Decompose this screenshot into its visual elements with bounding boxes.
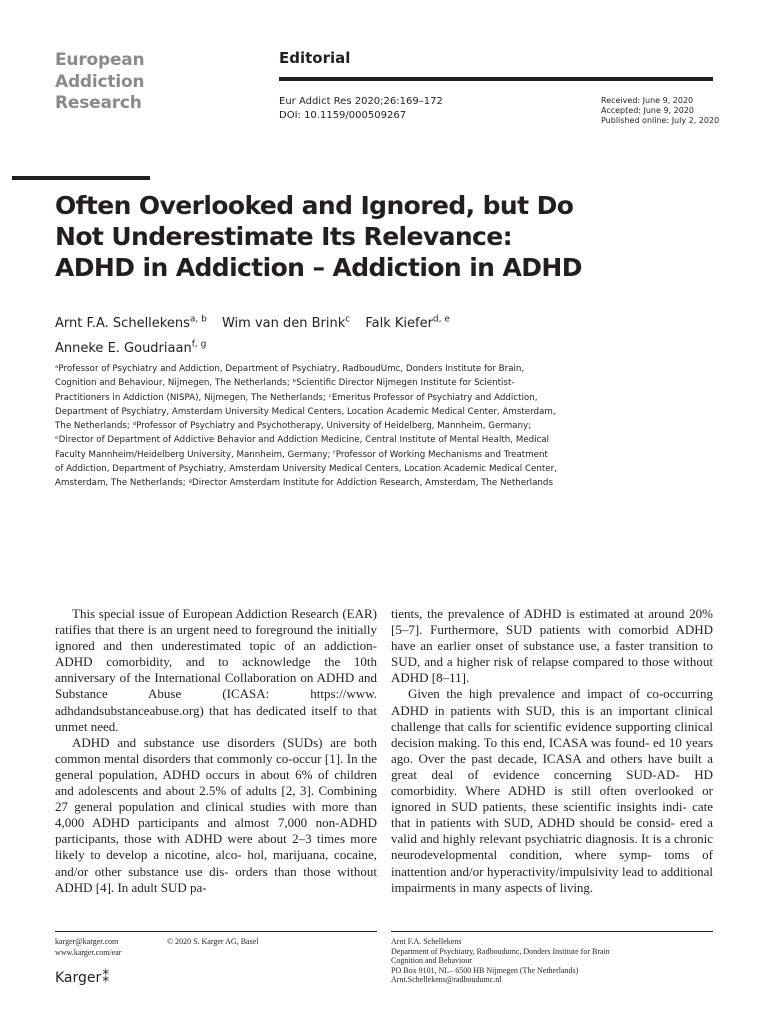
publisher-logo — [55, 970, 109, 986]
correspondence-line: Cognition and Behaviour — [391, 956, 472, 966]
footer-divider — [391, 931, 713, 932]
publisher-mark-icon: ⁑ — [102, 970, 110, 986]
publisher-website[interactable]: www.karger.com/ear — [55, 947, 122, 957]
publisher-email[interactable]: karger@karger.com — [55, 937, 119, 946]
doi[interactable]: DOI: 10.1159/000509267 — [279, 110, 407, 121]
affiliation-line: ᵉDirector of Department of Addictive Behavior and Addiction Medicine, Central Institute of Mental Health, Medical — [55, 435, 550, 446]
body-paragraph: ADHD and substance use disorders (SUDs) are both common mental disorders that commonly co-occur [1]. In the general population, ADHD occurs in about 6% of children and adolescents and about 2.5% of adults [2, 3]. Combining 27 general population and clinical studies with more than 4,000 ADHD participants and almost 7,000 non-ADHD participants, those with ADHD were about 2–3 times more likely to develop a nicotine, alco- hol, marijuana, cocaine, and/or other substance use dis- orders than those without ADHD [4]. In adult SUD pa- — [55, 734, 377, 895]
author[interactable]: Anneke E. Goudriaan$^{f, g}$ — [55, 339, 207, 356]
date-received: Received: June 9, 2020 — [601, 96, 694, 105]
article-dates — [601, 96, 719, 126]
affiliation-line: Practitioners in Addiction (NISPA), Nijmegen, The Netherlands; ᶜEmeritus Professor of Psychiatry and Addiction, — [55, 392, 538, 403]
journal-logo — [55, 50, 144, 115]
affiliation-line: Cognition and Behaviour, Nijmegen, The Netherlands; ᵇScientific Director Nijmegen Institute for Scientist- — [55, 378, 515, 389]
author[interactable]: Falk Kiefer$^{d, e}$ — [365, 315, 450, 332]
body-paragraph: Given the high prevalence and impact of co-occurring ADHD in patients with SUD, this is an important clinical challenge that calls for scientific evidence supporting clinical decision making. To this end, ICASA was found- ed 10 years ago. Over the past decade, ICASA and others have built a great deal of evidence concerning SUD-AD- HD comorbidity. Where ADHD is still often overlooked or ignored in SUD patients, these scientific insights indi- cate that in patients with SUD, ADHD should be consid- ered a valid and highly relevant psychiatric diagnosis. It is a chronic neurodevelopmental condition, where symp- toms of inattention and/or hyperactivity/impulsivity lead to additional impairments in many aspects of living. — [391, 686, 713, 895]
correspondence-email[interactable]: Arnt.Schellekens@radboudumc.nl — [391, 975, 502, 985]
body-paragraph: This special issue of European Addiction Research (EAR) ratifies that there is an urgent need to foreground the initially ignored and then underestimated topic of an addiction-ADHD comorbidity, and to acknowledge the 10th anniversary of the International Collaboration on ADHD and Substance Abuse (ICASA: https://www. adhdandsubstanceabuse.org) that has dedicated itself to that unmet need. — [55, 606, 377, 734]
author[interactable]: Arnt F.A. Schellekens$^{a, b}$ — [55, 315, 207, 332]
affiliation-line: The Netherlands; ᵈProfessor of Psychiatry and Psychotherapy, University of Heidelberg, Mannheim, Germany; — [55, 421, 532, 432]
header-divider — [279, 77, 713, 81]
publisher-name: Karger — [55, 970, 102, 986]
affiliations — [55, 362, 615, 491]
title-line: Often Overlooked and Ignored, but Do — [55, 191, 574, 220]
affiliation-line: Department of Psychiatry, Amsterdam University Medical Centers, Location Academic Medical Center, Amsterdam, — [55, 406, 556, 417]
affiliation-line: Faculty Mannheim/Heidelberg University, Mannheim, Germany; ᶠProfessor of Working Mechanisms and Treatment — [55, 449, 548, 460]
body-paragraph: tients, the prevalence of ADHD is estimated at around 20% [5–7]. Furthermore, SUD patients with comorbid ADHD have an earlier onset of substance use, a faster transition to SUD, and a higher risk of relapse compared to those without ADHD [8–11]. — [391, 606, 713, 686]
title-divider — [12, 176, 150, 180]
correspondence-address — [391, 937, 610, 985]
citation-block — [279, 95, 443, 123]
affiliation-line: of Addiction, Department of Psychiatry, Amsterdam University Medical Centers, Location Academic Medical Center, — [55, 464, 557, 475]
title-line: Not Underestimate Its Relevance: — [55, 222, 513, 251]
section-label: Editorial — [279, 49, 351, 67]
journal-name-line: European — [55, 50, 145, 70]
journal-name-line: Addiction — [55, 71, 145, 92]
correspondence-line: Arnt F.A. Schellekens — [391, 937, 462, 946]
date-published: Published online: July 2, 2020 — [601, 116, 720, 125]
correspondence-line: Department of Psychiatry, Radboudumc, Donders Institute for Brain — [391, 946, 610, 956]
affiliation-line: ᵃProfessor of Psychiatry and Addiction, Department of Psychiatry, RadboudUmc, Donders Institute for Brain, — [55, 364, 525, 374]
copyright: © 2020 S. Karger AG, Basel — [167, 937, 259, 946]
date-accepted: Accepted: June 9, 2020 — [601, 106, 695, 115]
article-title — [55, 190, 615, 283]
journal-name-line: Research — [55, 93, 142, 113]
body-column-left — [55, 606, 377, 896]
author-list — [55, 310, 655, 359]
citation: Eur Addict Res 2020;26:169–172 — [279, 96, 443, 107]
body-column-right — [391, 606, 713, 896]
affiliation-line: Amsterdam, The Netherlands; ᵍDirector Amsterdam Institute for Addiction Research, Amsterdam, The Netherlands — [55, 478, 553, 489]
correspondence-line: PO Box 9101, NL– 6500 HB Nijmegen (The Netherlands) — [391, 965, 579, 975]
title-line: ADHD in Addiction – Addiction in ADHD — [55, 253, 582, 282]
footer-divider — [55, 931, 377, 932]
author[interactable]: Wim van den Brink$^c$ — [221, 315, 351, 332]
publisher-contact — [55, 937, 121, 958]
